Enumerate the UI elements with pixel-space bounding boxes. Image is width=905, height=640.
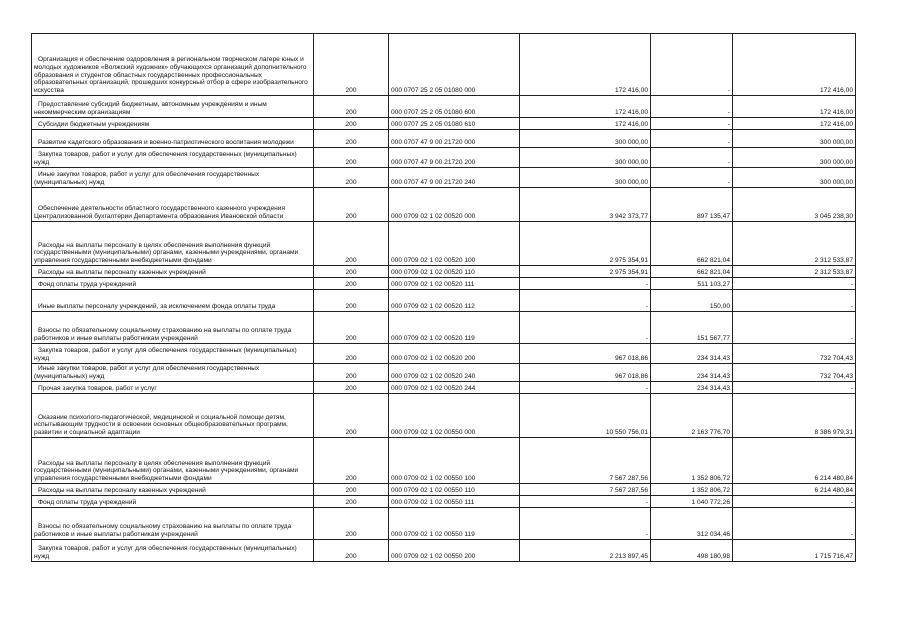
budget-code-cell: 000 0709 02 1 02 00520 244 bbox=[389, 382, 520, 394]
row-name-cell: Прочая закупка товаров, работ и услуг bbox=[32, 382, 314, 394]
line-code-cell: 200 bbox=[314, 34, 389, 96]
table-row bbox=[32, 96, 856, 118]
executed-amount-cell: 234 314,43 bbox=[651, 344, 733, 364]
approved-amount-cell: - bbox=[520, 278, 651, 290]
table-row bbox=[32, 34, 856, 96]
approved-amount-cell: - bbox=[520, 312, 651, 344]
line-code-cell: 200 bbox=[314, 496, 389, 508]
budget-code-cell: 000 0709 02 1 02 00550 110 bbox=[389, 484, 520, 496]
row-name-cell: Расходы на выплаты персоналу казенных учреждений bbox=[32, 484, 314, 496]
table-row bbox=[32, 344, 856, 364]
table-row bbox=[32, 382, 856, 394]
executed-amount-cell: 511 103,27 bbox=[651, 278, 733, 290]
approved-amount-cell: 7 567 287,56 bbox=[520, 484, 651, 496]
unexecuted-amount-cell: 172 416,00 bbox=[733, 34, 856, 96]
unexecuted-amount-cell: 300 000,00 bbox=[733, 130, 856, 148]
row-name-cell: Оказание психолого-педагогической, медицинской и социальной помощи детям, испытывающим трудности в освоении основных общеобразовательных программ, развитии и социальной адаптации bbox=[32, 394, 314, 438]
budget-code-cell: 000 0709 02 1 02 00520 110 bbox=[389, 266, 520, 278]
table-row bbox=[32, 188, 856, 222]
budget-code-cell: 000 0707 25 2 05 01080 610 bbox=[389, 118, 520, 130]
line-code-cell: 200 bbox=[314, 290, 389, 312]
table-row bbox=[32, 508, 856, 540]
table-row bbox=[32, 540, 856, 562]
unexecuted-amount-cell: 6 214 480,84 bbox=[733, 438, 856, 484]
executed-amount-cell: 1 040 772,26 bbox=[651, 496, 733, 508]
row-name-cell: Закупка товаров, работ и услуг для обеспечения государственных (муниципальных) нужд bbox=[32, 540, 314, 562]
budget-code-cell: 000 0709 02 1 02 00520 240 bbox=[389, 364, 520, 382]
executed-amount-cell: 234 314,43 bbox=[651, 364, 733, 382]
line-code-cell: 200 bbox=[314, 364, 389, 382]
budget-code-cell: 000 0709 02 1 02 00520 111 bbox=[389, 278, 520, 290]
row-name-cell: Расходы на выплаты персоналу в целях обеспечения выполнения функций государственными (муниципальными) органами, казенными учреждениями, органами управления государственными внебюджетными фондами bbox=[32, 222, 314, 266]
table-row bbox=[32, 290, 856, 312]
executed-amount-cell: 2 163 776,70 bbox=[651, 394, 733, 438]
row-name-cell: Обеспечение деятельности областного государственного казенного учреждения Централизованной бухгалтерии Департамента образования Ивановской области bbox=[32, 188, 314, 222]
row-name-cell: Расходы на выплаты персоналу в целях обеспечения выполнения функций государственными (муниципальными) органами, казенными учреждениями, органами управления государственными внебюджетными фондами bbox=[32, 438, 314, 484]
table-body bbox=[32, 34, 856, 562]
executed-amount-cell: 312 034,46 bbox=[651, 508, 733, 540]
line-code-cell: 200 bbox=[314, 148, 389, 168]
row-name-cell: Иные закупки товаров, работ и услуг для обеспечения государственных (муниципальных) нужд bbox=[32, 364, 314, 382]
row-name-cell: Взносы по обязательному социальному страхованию на выплаты по оплате труда работников и иные выплаты работникам учреждений bbox=[32, 508, 314, 540]
budget-code-cell: 000 0707 47 9 00 21720 240 bbox=[389, 168, 520, 188]
executed-amount-cell: 151 567,77 bbox=[651, 312, 733, 344]
row-name-cell: Фонд оплаты труда учреждений bbox=[32, 278, 314, 290]
executed-amount-cell: 662 821,04 bbox=[651, 266, 733, 278]
unexecuted-amount-cell: 172 416,00 bbox=[733, 96, 856, 118]
unexecuted-amount-cell: 172 416,00 bbox=[733, 118, 856, 130]
line-code-cell: 200 bbox=[314, 438, 389, 484]
table-row bbox=[32, 118, 856, 130]
unexecuted-amount-cell: - bbox=[733, 312, 856, 344]
unexecuted-amount-cell: 6 214 480,84 bbox=[733, 484, 856, 496]
unexecuted-amount-cell: 2 312 533,87 bbox=[733, 266, 856, 278]
budget-code-cell: 000 0709 02 1 02 00550 100 bbox=[389, 438, 520, 484]
row-name-cell: Расходы на выплаты персоналу казенных учреждений bbox=[32, 266, 314, 278]
line-code-cell: 200 bbox=[314, 278, 389, 290]
budget-code-cell: 000 0707 25 2 05 01080 600 bbox=[389, 96, 520, 118]
approved-amount-cell: 2 975 354,91 bbox=[520, 266, 651, 278]
budget-code-cell: 000 0709 02 1 02 00550 200 bbox=[389, 540, 520, 562]
line-code-cell: 200 bbox=[314, 96, 389, 118]
table-row bbox=[32, 266, 856, 278]
budget-code-cell: 000 0709 02 1 02 00550 119 bbox=[389, 508, 520, 540]
line-code-cell: 200 bbox=[314, 344, 389, 364]
unexecuted-amount-cell: 2 312 533,87 bbox=[733, 222, 856, 266]
table-row bbox=[32, 278, 856, 290]
row-name-cell: Закупка товаров, работ и услуг для обеспечения государственных (муниципальных) нужд bbox=[32, 344, 314, 364]
unexecuted-amount-cell: - bbox=[733, 382, 856, 394]
unexecuted-amount-cell: 300 000,00 bbox=[733, 148, 856, 168]
row-name-cell: Организация и обеспечение оздоровления в региональном творческом лагере юных и молодых художников «Волжский художник» обучающихся организаций дополнительного образования и студентов областных государственных профессиональных образовательных организаций, прошедших конкурсный отбор в сфере изобразительного искусства bbox=[32, 34, 314, 96]
row-name-cell: Иные закупки товаров, работ и услуг для обеспечения государственных (муниципальных) нужд bbox=[32, 168, 314, 188]
unexecuted-amount-cell: - bbox=[733, 290, 856, 312]
executed-amount-cell: - bbox=[651, 34, 733, 96]
executed-amount-cell: - bbox=[651, 96, 733, 118]
line-code-cell: 200 bbox=[314, 168, 389, 188]
line-code-cell: 200 bbox=[314, 130, 389, 148]
approved-amount-cell: 967 018,86 bbox=[520, 344, 651, 364]
budget-code-cell: 000 0709 02 1 02 00520 119 bbox=[389, 312, 520, 344]
table-row bbox=[32, 312, 856, 344]
approved-amount-cell: 300 000,00 bbox=[520, 148, 651, 168]
line-code-cell: 200 bbox=[314, 508, 389, 540]
table-row bbox=[32, 484, 856, 496]
budget-code-cell: 000 0707 47 9 00 21720 200 bbox=[389, 148, 520, 168]
line-code-cell: 200 bbox=[314, 382, 389, 394]
budget-code-cell: 000 0709 02 1 02 00520 200 bbox=[389, 344, 520, 364]
row-name-cell: Субсидии бюджетным учреждениям bbox=[32, 118, 314, 130]
budget-code-cell: 000 0709 02 1 02 00550 000 bbox=[389, 394, 520, 438]
unexecuted-amount-cell: 300 000,00 bbox=[733, 168, 856, 188]
executed-amount-cell: 897 135,47 bbox=[651, 188, 733, 222]
row-name-cell: Фонд оплаты труда учреждений bbox=[32, 496, 314, 508]
approved-amount-cell: 2 213 897,45 bbox=[520, 540, 651, 562]
unexecuted-amount-cell: 1 715 716,47 bbox=[733, 540, 856, 562]
executed-amount-cell: - bbox=[651, 168, 733, 188]
executed-amount-cell: 498 180,98 bbox=[651, 540, 733, 562]
approved-amount-cell: - bbox=[520, 496, 651, 508]
row-name-cell: Развитие кадетского образования и военно-патриотического воспитания молодежи bbox=[32, 130, 314, 148]
table-row bbox=[32, 496, 856, 508]
unexecuted-amount-cell: - bbox=[733, 278, 856, 290]
executed-amount-cell: - bbox=[651, 148, 733, 168]
executed-amount-cell: - bbox=[651, 118, 733, 130]
approved-amount-cell: - bbox=[520, 508, 651, 540]
executed-amount-cell: 662 821,04 bbox=[651, 222, 733, 266]
line-code-cell: 200 bbox=[314, 394, 389, 438]
unexecuted-amount-cell: 8 386 979,31 bbox=[733, 394, 856, 438]
approved-amount-cell: - bbox=[520, 290, 651, 312]
approved-amount-cell: 300 000,00 bbox=[520, 130, 651, 148]
approved-amount-cell: 172 416,00 bbox=[520, 34, 651, 96]
approved-amount-cell: 172 416,00 bbox=[520, 96, 651, 118]
budget-code-cell: 000 0709 02 1 02 00520 100 bbox=[389, 222, 520, 266]
budget-code-cell: 000 0709 02 1 02 00520 000 bbox=[389, 188, 520, 222]
table-row bbox=[32, 130, 856, 148]
approved-amount-cell: 172 416,00 bbox=[520, 118, 651, 130]
approved-amount-cell: 967 018,86 bbox=[520, 364, 651, 382]
line-code-cell: 200 bbox=[314, 312, 389, 344]
row-name-cell: Предоставление субсидий бюджетным, автономным учреждениям и иным некоммерческим организациям bbox=[32, 96, 314, 118]
executed-amount-cell: 1 352 806,72 bbox=[651, 438, 733, 484]
table-row bbox=[32, 364, 856, 382]
budget-execution-table bbox=[31, 33, 856, 562]
approved-amount-cell: 2 975 354,91 bbox=[520, 222, 651, 266]
budget-code-cell: 000 0707 47 9 00 21720 000 bbox=[389, 130, 520, 148]
budget-code-cell: 000 0707 25 2 05 01080 000 bbox=[389, 34, 520, 96]
executed-amount-cell: 234 314,43 bbox=[651, 382, 733, 394]
budget-code-cell: 000 0709 02 1 02 00550 111 bbox=[389, 496, 520, 508]
line-code-cell: 200 bbox=[314, 118, 389, 130]
table-row bbox=[32, 168, 856, 188]
approved-amount-cell: 10 550 756,01 bbox=[520, 394, 651, 438]
unexecuted-amount-cell: - bbox=[733, 508, 856, 540]
executed-amount-cell: 1 352 806,72 bbox=[651, 484, 733, 496]
row-name-cell: Закупка товаров, работ и услуг для обеспечения государственных (муниципальных) нужд bbox=[32, 148, 314, 168]
table-row bbox=[32, 394, 856, 438]
executed-amount-cell: 150,00 bbox=[651, 290, 733, 312]
approved-amount-cell: 7 567 287,56 bbox=[520, 438, 651, 484]
row-name-cell: Взносы по обязательному социальному страхованию на выплаты по оплате труда работников и иные выплаты работникам учреждений bbox=[32, 312, 314, 344]
approved-amount-cell: 300 000,00 bbox=[520, 168, 651, 188]
approved-amount-cell: 3 942 373,77 bbox=[520, 188, 651, 222]
unexecuted-amount-cell: 732 704,43 bbox=[733, 364, 856, 382]
line-code-cell: 200 bbox=[314, 266, 389, 278]
line-code-cell: 200 bbox=[314, 222, 389, 266]
line-code-cell: 200 bbox=[314, 484, 389, 496]
approved-amount-cell: - bbox=[520, 382, 651, 394]
budget-code-cell: 000 0709 02 1 02 00520 112 bbox=[389, 290, 520, 312]
line-code-cell: 200 bbox=[314, 188, 389, 222]
table-row bbox=[32, 148, 856, 168]
line-code-cell: 200 bbox=[314, 540, 389, 562]
row-name-cell: Иные выплаты персоналу учреждений, за исключением фонда оплаты труда bbox=[32, 290, 314, 312]
table-row bbox=[32, 438, 856, 484]
unexecuted-amount-cell: 732 704,43 bbox=[733, 344, 856, 364]
table-row bbox=[32, 222, 856, 266]
unexecuted-amount-cell: 3 045 238,30 bbox=[733, 188, 856, 222]
unexecuted-amount-cell: - bbox=[733, 496, 856, 508]
executed-amount-cell: - bbox=[651, 130, 733, 148]
